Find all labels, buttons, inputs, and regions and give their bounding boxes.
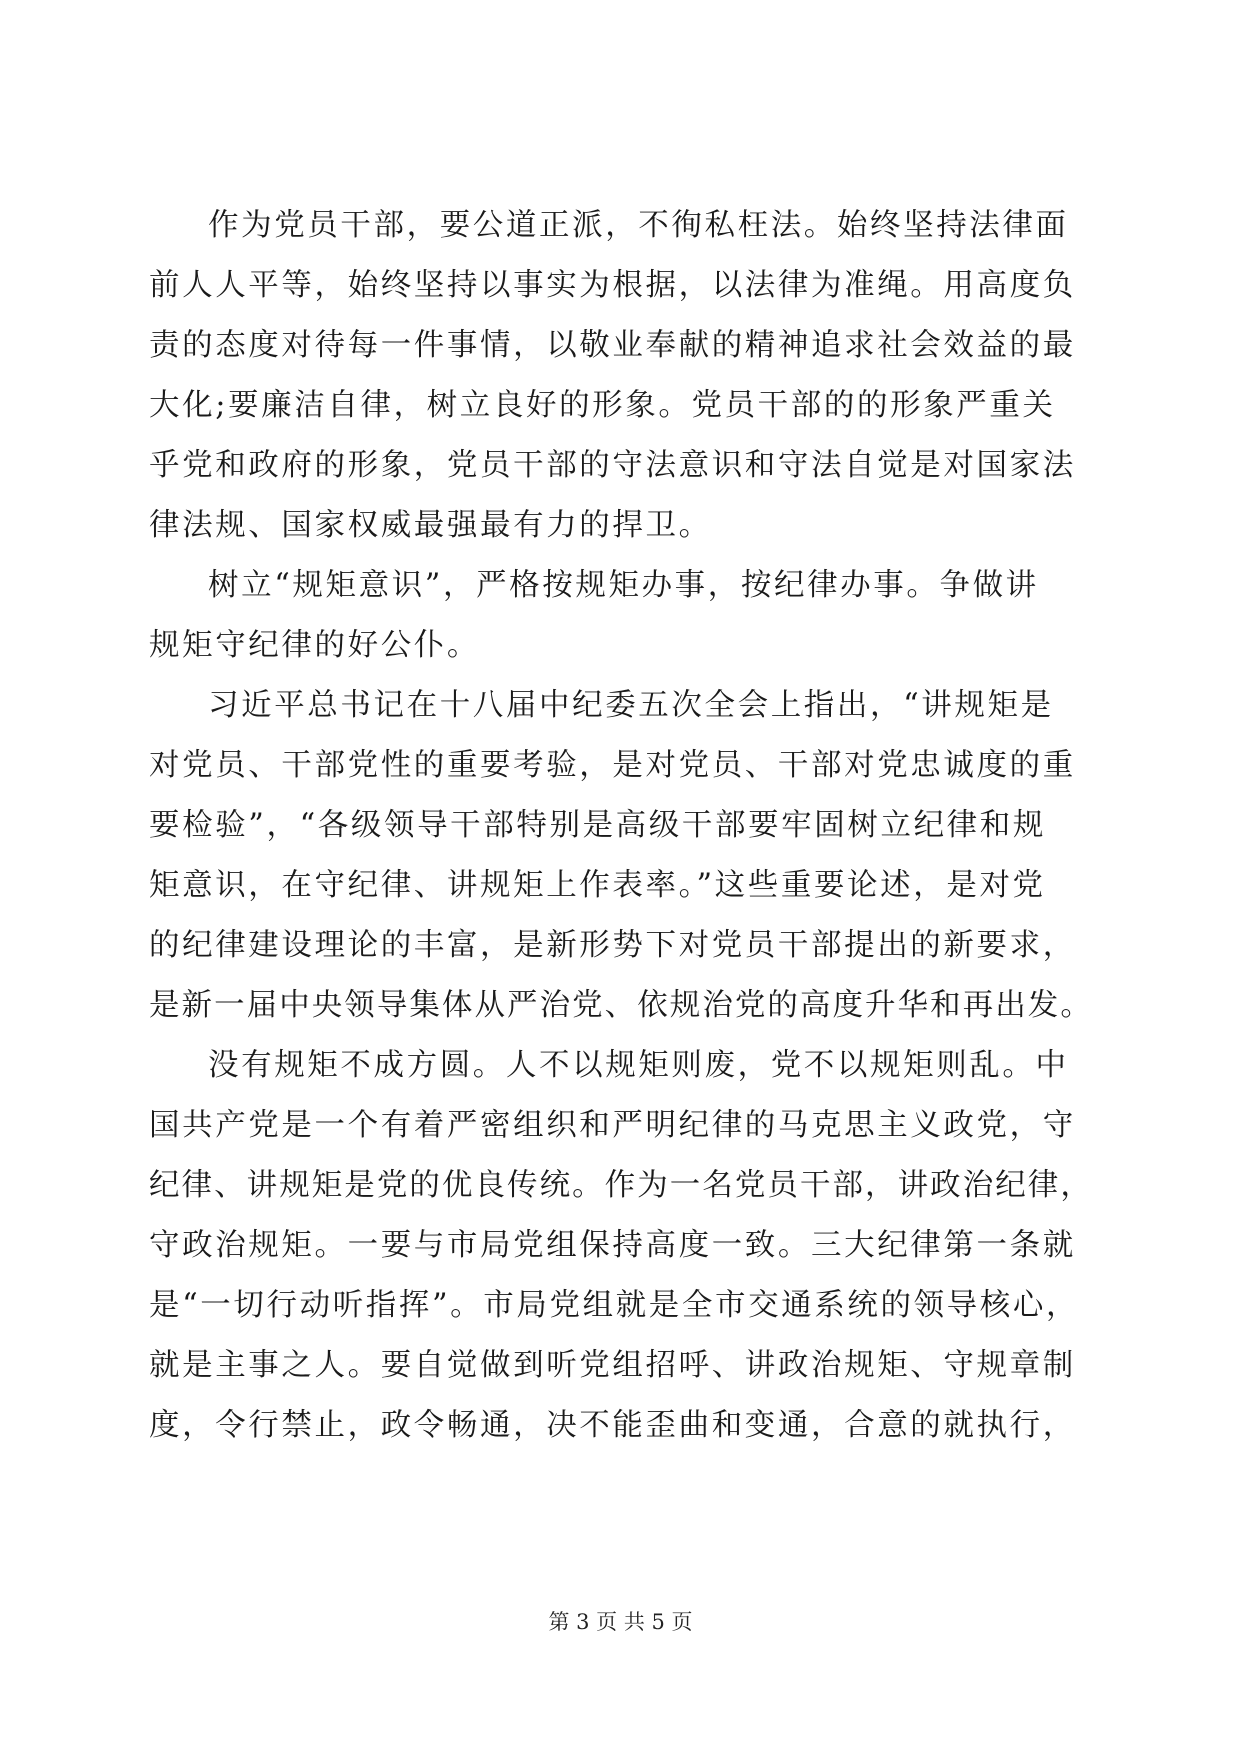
paragraph-4-line-6: 就是主事之人。要自觉做到听党组招呼、讲政治规矩、守规章制	[149, 1348, 1076, 1383]
paragraph-4-line-1: 没有规矩不成方圆。人不以规矩则废，党不以规矩则乱。中	[208, 1048, 1069, 1083]
paragraph-4-line-5: 是“一切行动听指挥”。市局党组就是全市交通系统的领导核心，	[149, 1288, 1080, 1323]
page-footer: 第 3 页 共 5 页	[548, 1610, 693, 1634]
paragraph-4-line-4: 守政治规矩。一要与市局党组保持高度一致。三大纪律第一条就	[149, 1228, 1076, 1263]
paragraph-1-line-4: 大化;要廉洁自律，树立良好的形象。党员干部的的形象严重关	[149, 388, 1056, 423]
paragraph-4-line-7: 度，令行禁止，政令畅通，决不能歪曲和变通，合意的就执行，	[149, 1408, 1076, 1443]
paragraph-3-line-5: 的纪律建设理论的丰富，是新形势下对党员干部提出的新要求，	[149, 928, 1076, 963]
paragraph-3-line-4: 矩意识，在守纪律、讲规矩上作表率。”这些重要论述，是对党	[149, 868, 1046, 903]
paragraph-4-line-3: 纪律、讲规矩是党的优良传统。作为一名党员干部，讲政治纪律，	[149, 1168, 1093, 1203]
paragraph-3-line-1: 习近平总书记在十八届中纪委五次全会上指出，“讲规矩是	[208, 688, 1054, 723]
paragraph-2-line-1: 树立“规矩意识”，严格按规矩办事，按纪律办事。争做讲	[208, 568, 1039, 603]
paragraph-2-line-2: 规矩守纪律的好公仆。	[149, 628, 480, 663]
paragraph-1-line-1: 作为党员干部，要公道正派，不徇私枉法。始终坚持法律面	[208, 208, 1069, 243]
paragraph-3-line-3: 要检验”，“各级领导干部特别是高级干部要牢固树立纪律和规	[149, 808, 1046, 843]
paragraph-4-line-2: 国共产党是一个有着严密组织和严明纪律的马克思主义政党，守	[149, 1108, 1076, 1143]
paragraph-1-line-5: 乎党和政府的形象，党员干部的守法意识和守法自觉是对国家法	[149, 448, 1076, 483]
paragraph-1-line-2: 前人人平等，始终坚持以事实为根据，以法律为准绳。用高度负	[149, 268, 1076, 303]
paragraph-3-line-6: 是新一届中央领导集体从严治党、依规治党的高度升华和再出发。	[149, 988, 1093, 1023]
paragraph-3-line-2: 对党员、干部党性的重要考验，是对党员、干部对党忠诚度的重	[149, 748, 1076, 783]
paragraph-1-line-3: 责的态度对待每一件事情，以敬业奉献的精神追求社会效益的最	[149, 328, 1076, 363]
paragraph-1-line-6: 律法规、国家权威最强最有力的捍卫。	[149, 508, 712, 543]
